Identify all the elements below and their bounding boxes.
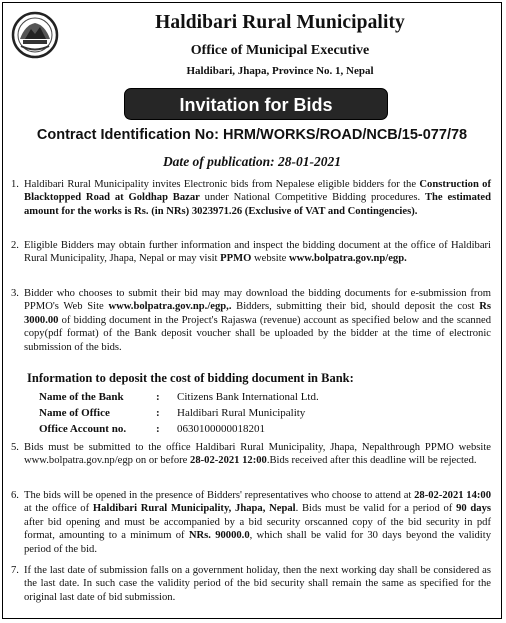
item-text	[24, 564, 491, 604]
item-number: 1.	[11, 179, 19, 190]
bank-row-label: Name of the Bank	[39, 391, 124, 403]
invitation-banner: Invitation for Bids	[124, 88, 388, 120]
item-number: 2.	[11, 240, 19, 251]
item-text-bold: 28-02-2021 14:00	[414, 490, 492, 501]
list-item	[11, 287, 491, 354]
item-text-part: Haldibari Rural Municipality invites Electronic bids from Nepalese eligible bidders for the	[24, 179, 420, 190]
item-text-bold: NRs. 90000.0	[188, 530, 250, 542]
item-text-part: Eligible Bidders may obtain further information and inspect the bidding document at the office of Haldibari Rural Municipality, Jhapa, Nepal or may visit	[24, 240, 491, 265]
office-name: Office of Municipal Executive	[190, 43, 370, 58]
item-text-part: Bidder who chooses to submit their bid may may download the bidding documents for e-submission from PPMO's Web Site	[24, 288, 491, 313]
bank-row-colon: :	[156, 391, 160, 403]
item-text-part: under National Competitive Bidding procedures.	[199, 192, 425, 204]
item-number: 6.	[11, 490, 19, 501]
item-text	[24, 287, 491, 354]
item-text	[24, 441, 491, 468]
item-text	[24, 239, 491, 266]
publication-date: Date of publication: 28-01-2021	[162, 154, 342, 169]
item-text-bold: 90 days	[456, 503, 492, 515]
bank-info-heading: Information to deposit the cost of bidding document in Bank:	[27, 371, 354, 385]
list-item	[11, 489, 491, 556]
item-text-bold: Construction of Blacktopped Road at Goldhap Bazar	[24, 179, 491, 204]
bank-row-value: Citizens Bank International Ltd.	[177, 391, 319, 403]
item-text	[24, 489, 491, 556]
office-address: Haldibari, Jhapa, Province No. 1, Nepal	[186, 65, 374, 77]
item-text-part: The bids will be opened in the presence of Bidders' representatives who choose to attend at	[24, 490, 415, 501]
item-text	[24, 178, 491, 218]
list-item	[11, 178, 491, 218]
contract-id: Contract Identification No: HRM/WORKS/ROAD/NCB/15-077/78	[36, 127, 468, 143]
item-text-bold: 28-02-2021 12:00	[190, 455, 267, 467]
item-text-bold: The estimated amount for the works is Rs. (in NRs) 3023971.26 (Exclusive of VAT and Contingencies).	[24, 192, 491, 217]
bank-row-label: Office Account no.	[39, 423, 127, 435]
item-text-bold: PPMO	[220, 253, 252, 265]
bank-row-value: Haldibari Rural Municipality	[177, 407, 306, 419]
list-item	[11, 239, 491, 266]
item-text-part: , which shall be valid for 30 days beyond the validity period of the bid.	[24, 530, 491, 555]
item-text-part: . Bids must be valid for a period of	[295, 503, 457, 515]
item-number: 7.	[11, 565, 19, 576]
item-text-part: after bid opening and must be accompanied by a bid security orscanned copy of the bid security in pdf format, amounting to a minimum of	[24, 516, 491, 542]
item-text-part: Bids must be submitted to the office Haldibari Rural Municipality, Jhapa, Nepalthrough PPMO website www.bolpatra.gov.np/egp on or before	[24, 442, 491, 467]
item-text-bold: www.bolpatra.gov.np./egp,.	[108, 301, 232, 313]
item-text-bold: Haldibari Rural Municipality, Jhapa, Nepal	[92, 503, 296, 515]
item-text-part: at the office of	[24, 503, 93, 515]
bank-row-colon: :	[156, 423, 160, 435]
item-text-part: of bidding document in the Project's Rajaswa (revenue) account as specified below and the scanned copy(pdf format) of the Bank deposit voucher shall be uploaded by the bidder at the time of electronic submission of the bids.	[24, 314, 491, 353]
item-text-bold: Rs 3000.00	[24, 301, 491, 326]
municipality-title: Haldibari Rural Municipality	[155, 12, 405, 33]
bank-row-colon: :	[156, 407, 160, 419]
item-text-bold: www.bolpatra.gov.np/egp.	[289, 253, 407, 265]
list-item	[11, 441, 491, 468]
item-text-part: website	[251, 253, 289, 265]
list-item	[11, 564, 491, 604]
notice-page	[2, 2, 502, 619]
bank-row-value: 0630100000018201	[177, 423, 265, 435]
item-number: 3.	[11, 288, 19, 299]
bank-row-label: Name of Office	[39, 407, 110, 419]
item-text-part: If the last date of submission falls on a government holiday, then the next working day shall be considered as the last date. In such case the validity period of the bid security shall remain the same as specified for the original last date of bid submission.	[24, 565, 491, 603]
nepal-emblem-logo	[11, 11, 59, 59]
item-number: 5.	[11, 442, 19, 453]
item-text-part: Bidders, submitting their bid, should deposit the cost	[231, 301, 480, 313]
item-text-part: .Bids received after this deadline will be rejected.	[266, 455, 477, 467]
